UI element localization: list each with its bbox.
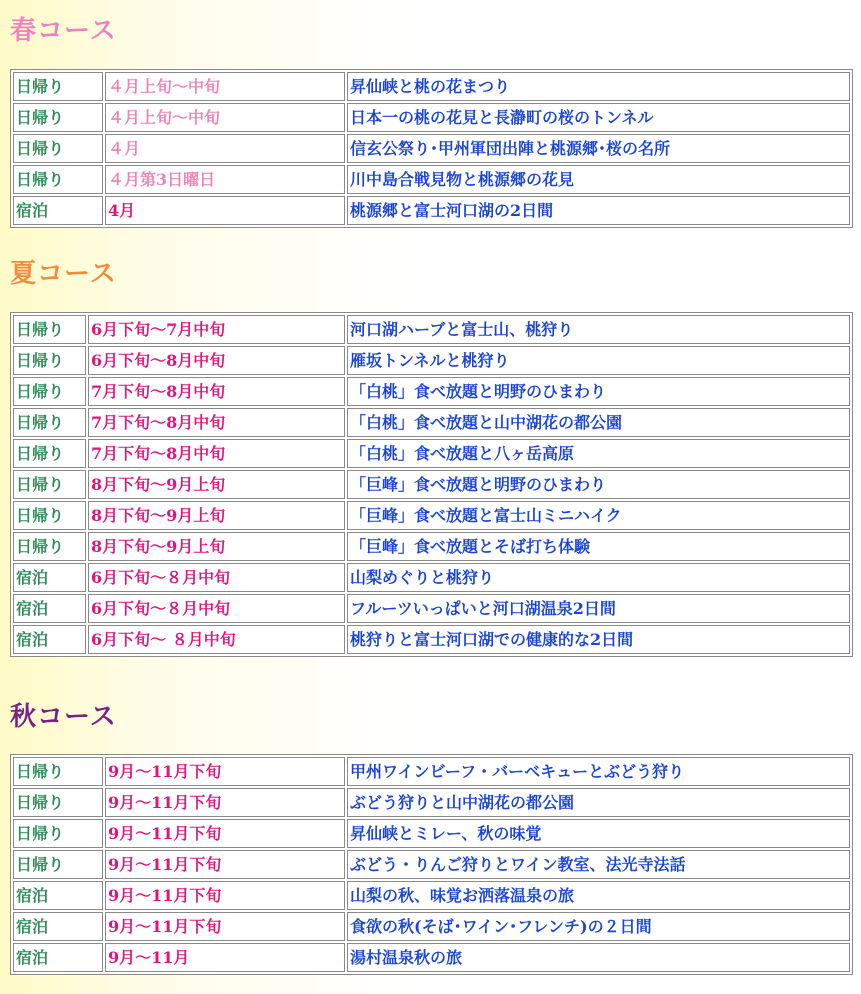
course-type: 宿泊 [13, 563, 86, 592]
course-name[interactable]: 甲州ワインビーフ・バーベキューとぶどう狩り [347, 757, 850, 786]
autumn-course-table [10, 754, 853, 975]
course-period: 8月下旬～9月上旬 [88, 532, 345, 561]
table-row [13, 72, 850, 101]
table-row [13, 594, 850, 623]
course-period: 7月下旬～8月中旬 [88, 377, 345, 406]
course-name[interactable]: 昇仙峡とミレー、秋の味覚 [347, 819, 850, 848]
table-row [13, 470, 850, 499]
table-row [13, 881, 850, 910]
table-row [13, 134, 850, 163]
course-type: 宿泊 [13, 943, 103, 972]
table-row [13, 408, 850, 437]
course-period: 6月下旬～7月中旬 [88, 315, 345, 344]
course-period: 9月～11月下旬 [105, 819, 345, 848]
course-period: 6月下旬～８月中旬 [88, 594, 345, 623]
course-name[interactable]: 「白桃」食べ放題と八ヶ岳高原 [347, 439, 850, 468]
course-name[interactable]: 河口湖ハーブと富士山、桃狩り [347, 315, 850, 344]
course-period: 9月～11月下旬 [105, 757, 345, 786]
course-name[interactable]: フルーツいっぱいと河口湖温泉2日間 [347, 594, 850, 623]
course-name[interactable]: 「白桃」食べ放題と明野のひまわり [347, 377, 850, 406]
course-name[interactable]: ぶどう・りんご狩りとワイン教室、法光寺法話 [347, 850, 850, 879]
course-name[interactable]: 山梨めぐりと桃狩り [347, 563, 850, 592]
course-type: 日帰り [13, 501, 86, 530]
course-name[interactable]: 桃源郷と富士河口湖の2日間 [347, 196, 850, 225]
course-type: 日帰り [13, 439, 86, 468]
table-row [13, 819, 850, 848]
course-type: 宿泊 [13, 594, 86, 623]
course-type: 日帰り [13, 72, 103, 101]
course-period: ４月上旬～中旬 [105, 72, 345, 101]
table-row [13, 625, 850, 654]
course-period: 8月下旬～9月上旬 [88, 470, 345, 499]
course-period: 7月下旬～8月中旬 [88, 439, 345, 468]
course-type: 日帰り [13, 103, 103, 132]
table-row [13, 943, 850, 972]
course-type: 日帰り [13, 819, 103, 848]
course-type: 日帰り [13, 377, 86, 406]
course-period: 8月下旬～9月上旬 [88, 501, 345, 530]
course-name[interactable]: 川中島合戦見物と桃源郷の花見 [347, 165, 850, 194]
course-period: 9月～11月下旬 [105, 881, 345, 910]
course-name[interactable]: 桃狩りと富士河口湖での健康的な2日間 [347, 625, 850, 654]
course-name[interactable]: ぶどう狩りと山中湖花の都公園 [347, 788, 850, 817]
summer-course-table [10, 312, 853, 657]
course-period: 9月～11月下旬 [105, 788, 345, 817]
table-row [13, 563, 850, 592]
table-row [13, 103, 850, 132]
table-row [13, 757, 850, 786]
table-row [13, 315, 850, 344]
course-name[interactable]: 信玄公祭り･甲州軍団出陣と桃源郷･桜の名所 [347, 134, 850, 163]
section-title-summer: 夏コース [10, 259, 117, 289]
course-period: ４月 [105, 134, 345, 163]
course-type: 日帰り [13, 315, 86, 344]
course-type: 日帰り [13, 850, 103, 879]
course-name[interactable]: 雁坂トンネルと桃狩り [347, 346, 850, 375]
course-period: 9月～11月 [105, 943, 345, 972]
course-period: ４月上旬～中旬 [105, 103, 345, 132]
course-name[interactable]: 昇仙峡と桃の花まつり [347, 72, 850, 101]
table-row [13, 346, 850, 375]
section-title-autumn: 秋コース [10, 702, 117, 732]
table-row [13, 377, 850, 406]
course-type: 宿泊 [13, 196, 103, 225]
course-name[interactable]: 食欲の秋(そば･ワイン･フレンチ)の２日間 [347, 912, 850, 941]
course-type: 日帰り [13, 134, 103, 163]
spring-course-table [10, 69, 853, 228]
table-row [13, 788, 850, 817]
table-row [13, 196, 850, 225]
course-type: 日帰り [13, 532, 86, 561]
course-type: 日帰り [13, 788, 103, 817]
course-period: 9月～11月下旬 [105, 912, 345, 941]
course-period: 4月 [105, 196, 345, 225]
table-row [13, 532, 850, 561]
table-row [13, 912, 850, 941]
course-period: 7月下旬～8月中旬 [88, 408, 345, 437]
course-period: 6月下旬～８月中旬 [88, 563, 345, 592]
course-period: 6月下旬～8月中旬 [88, 346, 345, 375]
course-period: 6月下旬～ ８月中旬 [88, 625, 345, 654]
course-name[interactable]: 「白桃」食べ放題と山中湖花の都公園 [347, 408, 850, 437]
course-name[interactable]: 「巨峰」食べ放題と明野のひまわり [347, 470, 850, 499]
course-period: ４月第3日曜日 [105, 165, 345, 194]
course-name[interactable]: 「巨峰」食べ放題とそば打ち体験 [347, 532, 850, 561]
course-period: 9月～11月下旬 [105, 850, 345, 879]
course-type: 宿泊 [13, 912, 103, 941]
course-name[interactable]: 湯村温泉秋の旅 [347, 943, 850, 972]
course-type: 日帰り [13, 346, 86, 375]
course-type: 日帰り [13, 757, 103, 786]
course-type: 日帰り [13, 165, 103, 194]
course-type: 宿泊 [13, 625, 86, 654]
course-name[interactable]: 山梨の秋、味覚お洒落温泉の旅 [347, 881, 850, 910]
table-row [13, 439, 850, 468]
table-row [13, 501, 850, 530]
table-row [13, 850, 850, 879]
course-type: 宿泊 [13, 881, 103, 910]
course-type: 日帰り [13, 470, 86, 499]
section-title-spring: 春コース [10, 16, 117, 46]
course-name[interactable]: 「巨峰」食べ放題と富士山ミニハイク [347, 501, 850, 530]
table-row [13, 165, 850, 194]
course-name[interactable]: 日本一の桃の花見と長瀞町の桜のトンネル [347, 103, 850, 132]
course-type: 日帰り [13, 408, 86, 437]
